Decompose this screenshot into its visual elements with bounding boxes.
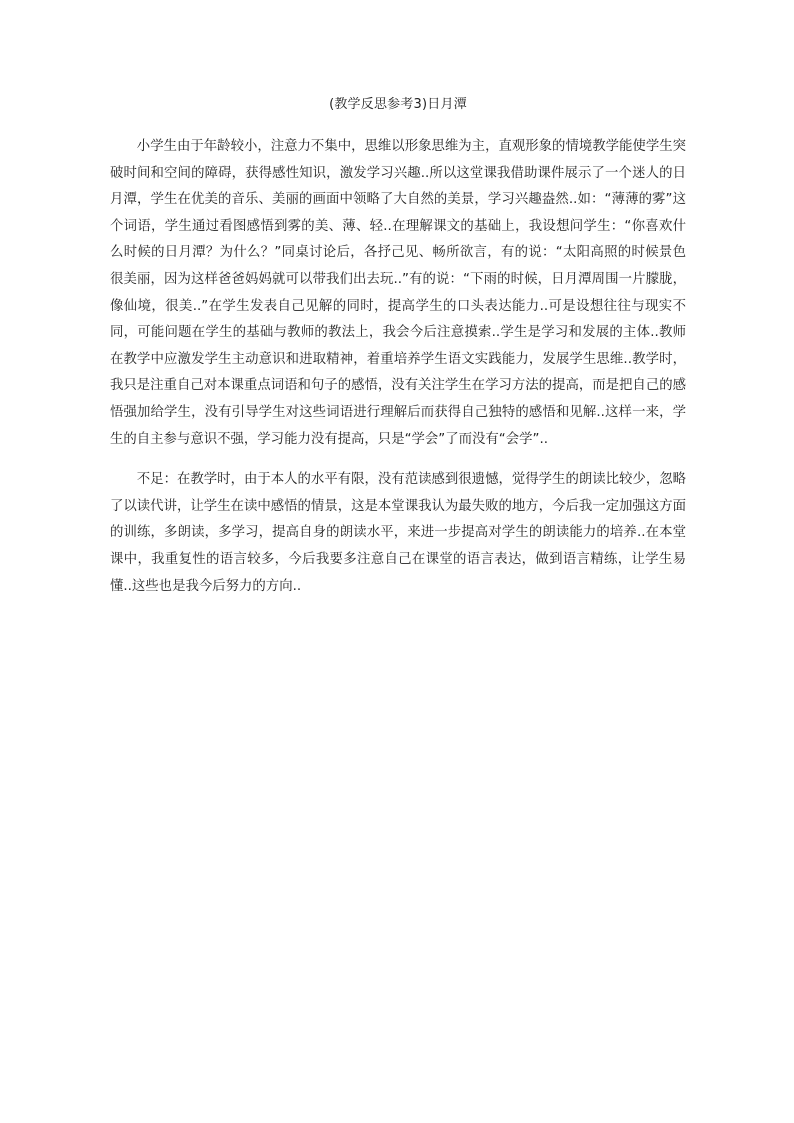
document-title: (教学反思参考3)日月潭 bbox=[329, 97, 467, 112]
document-page bbox=[110, 96, 686, 600]
paragraph-shortcomings: 不足：在教学时，由于本人的水平有限，没有范读感到很遗憾，觉得学生的朗读比较少，忽略了以读代讲，让学生在读中感悟的情景，这是本堂课我认为最失败的地方，今后我一定加强这方面的训练，多朗读，多学习，提高自身的朗读水平，来进一步提高对学生的朗读能力的培养..在本堂课中，我重复性的语言较多，今后我要多注意自己在课堂的语言表达，做到语言精练，让学生易懂..这些也是我今后努力的方向.. bbox=[110, 472, 686, 594]
paragraph-reflection: 小学生由于年龄较小，注意力不集中，思维以形象思维为主，直观形象的情境教学能使学生突破时间和空间的障碍，获得感性知识，激发学习兴趣..所以这堂课我借助课件展示了一个迷人的日月潭，学生在优美的音乐、美丽的画面中领略了大自然的美景，学习兴趣盎然..如：“薄薄的雾”这个词语，学生通过看图感悟到雾的美、薄、轻..在理解课文的基础上，我设想问学生：“你喜欢什么时候的日月潭？为什么？”同桌讨论后，各抒己见、畅所欲言，有的说：“太阳高照的时候景色很美丽，因为这样爸爸妈妈就可以带我们出去玩..”有的说：“下雨的时候，日月潭周围一片朦胧，像仙境，很美..”在学生发表自己见解的同时，提高学生的口头表达能力..可是设想往往与现实不同，可能问题在学生的基础与教师的教法上，我会今后注意摸索..学生是学习和发展的主体..教师在教学中应激发学生主动意识和进取精神，着重培养学生语文实践能力，发展学生思维..教学时，我只是注重自己对本课重点词语和句子的感悟，没有关注学生在学习方法的提高，而是把自己的感悟强加给学生，没有引导学生对这些词语进行理解后而获得自己独特的感悟和见解..这样一来，学生的自主参与意识不强，学习能力没有提高，只是“学会”了而没有“会学”.. bbox=[110, 139, 686, 447]
